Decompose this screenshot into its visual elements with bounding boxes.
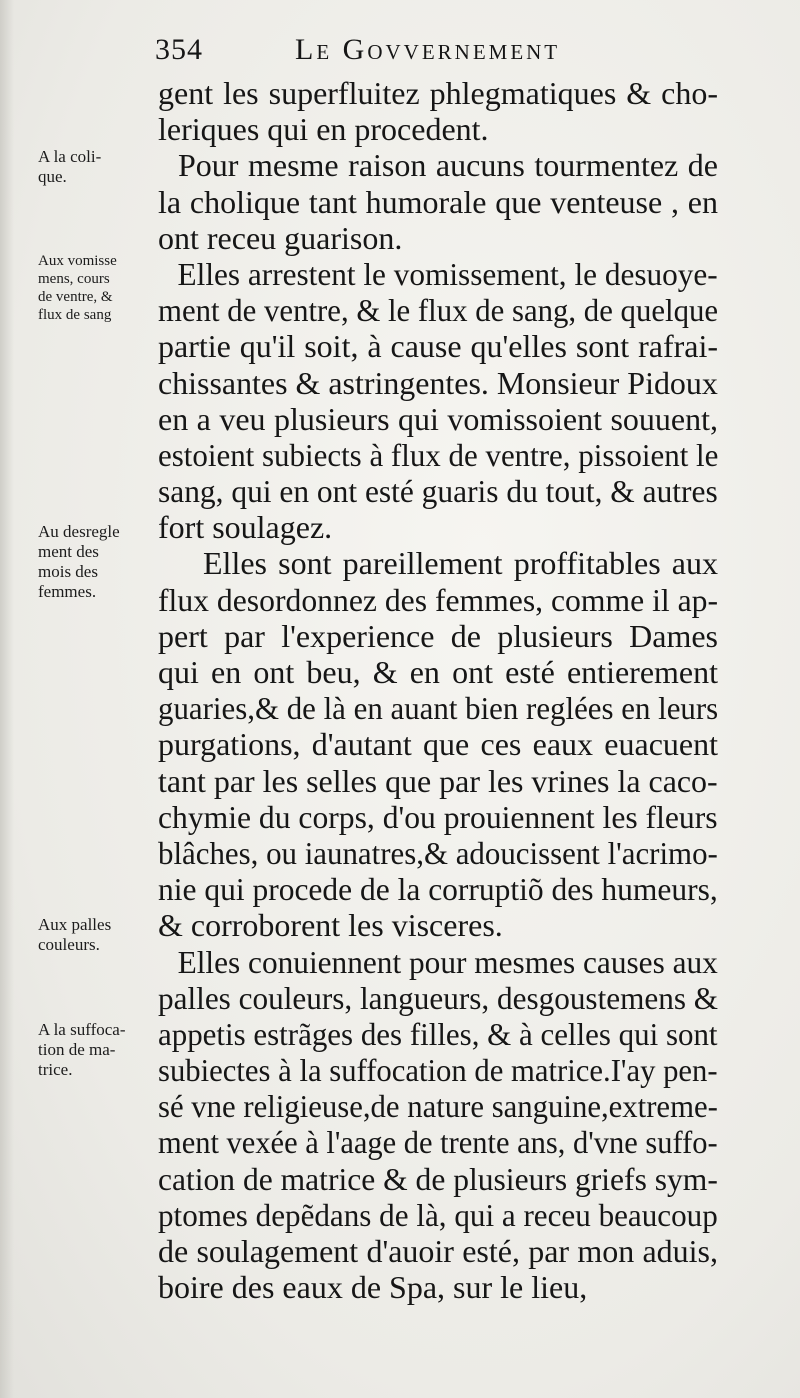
margin-note-line: mois des (38, 562, 98, 581)
margin-note-vomissements (38, 252, 156, 324)
text-line: appetis estrãges des filles, & à celles qui sont (158, 1015, 718, 1052)
text-line: boire des eaux de Spa, sur le lieu, (158, 1269, 588, 1306)
text-line: gent les superfluitez phlegmatiques & cho- (158, 75, 718, 111)
body-text (158, 75, 718, 1305)
margin-note-line: trice. (38, 1060, 73, 1079)
text-line: partie qu'il soit, à cause qu'elles sont rafrai- (158, 328, 718, 365)
margin-note-line: Aux vomisse (38, 253, 117, 269)
text-line: blâches, ou iaunatres,& adoucissent l'acrimo- (158, 834, 718, 871)
text-line: Pour mesme raison aucuns tourmentez de (178, 147, 718, 184)
text-line: chissantes & astringentes. Monsieur Pidoux (158, 364, 718, 401)
text-line: ptomes depẽdans de là, qui a receu beaucoup (158, 1196, 718, 1233)
text-line: chymie du corps, d'ou prouiennent les fleurs (158, 798, 718, 835)
text-line: nie qui procede de la corruptiõ des humeurs, (158, 871, 718, 908)
margin-note-line: Aux palles (38, 915, 112, 934)
margin-note-line: mens, cours (38, 271, 110, 287)
text-line: sang, qui en ont esté guaris du tout, & autres (158, 473, 718, 510)
text-line: sé vne religieuse,de nature sanguine,extreme- (158, 1088, 718, 1125)
text-line: pert par l'experience de plusieurs Dames (158, 617, 718, 654)
text-line: estoient subiects à flux de ventre, pissoient le (158, 436, 719, 473)
margin-note-line: A la suffoca- (38, 1020, 126, 1039)
text-line: ont receu guarison. (158, 219, 403, 256)
text-line: palles couleurs, langueurs, desgoustemens & (158, 979, 719, 1016)
text-line: de soulagement d'auoir esté, par mon aduis, (158, 1233, 718, 1269)
text-line: tant par les selles que par les vrines la caco- (158, 762, 718, 799)
margin-note-palles-couleurs (38, 915, 156, 955)
text-line: purgations, d'autant que ces eaux euacuent (158, 726, 718, 763)
text-line: ment de ventre, & le flux de sang, de quelque (158, 292, 719, 329)
text-line: fort soulagez. (158, 509, 333, 546)
margin-note-suffocation (38, 1020, 156, 1080)
text-line: Elles conuiennent pour mesmes causes aux (177, 943, 718, 980)
text-line: & corroborent les visceres. (158, 907, 503, 944)
running-title: Le Govvernement (295, 33, 561, 66)
text-line: qui en ont beu, & en ont esté entierement (158, 654, 718, 690)
margin-note-line: A la coli- (38, 147, 102, 166)
margin-note-line: couleurs. (38, 935, 100, 954)
margin-note-line: de ventre, & (38, 289, 113, 305)
margin-note-line: femmes. (38, 582, 97, 601)
text-line: leriques qui en procedent. (158, 111, 489, 148)
margin-note-line: Au desregle (38, 522, 120, 541)
text-line: la cholique tant humorale que venteuse , en (158, 183, 718, 220)
text-line: en a veu plusieurs qui vomissoient souuent, (158, 400, 718, 437)
text-line: ment vexée à l'aage de trente ans, d'vne suffo- (158, 1124, 718, 1161)
margin-note-line: flux de sang (38, 307, 112, 323)
text-line: guaries,& de là en auant bien reglées en leurs (158, 690, 719, 727)
text-line: Elles arrestent le vomissement, le desuoye- (177, 255, 718, 292)
text-line: subiectes à la suffocation de matrice.I'ay pen- (158, 1052, 718, 1089)
text-line: cation de matrice & de plusieurs griefs sym- (158, 1160, 718, 1197)
page-header (155, 30, 715, 70)
page-gutter-shadow (0, 0, 14, 1398)
page-number: 354 (155, 33, 203, 66)
margin-note-desreglement (38, 522, 156, 602)
margin-note-line: tion de ma- (38, 1040, 116, 1059)
margin-note-line: ment des (38, 542, 99, 561)
text-line: Elles sont pareillement proffitables aux (203, 545, 718, 582)
margin-note-line: que. (38, 167, 67, 186)
margin-note-colique (38, 147, 156, 187)
text-line: flux desordonnez des femmes, comme il ap- (158, 581, 719, 618)
